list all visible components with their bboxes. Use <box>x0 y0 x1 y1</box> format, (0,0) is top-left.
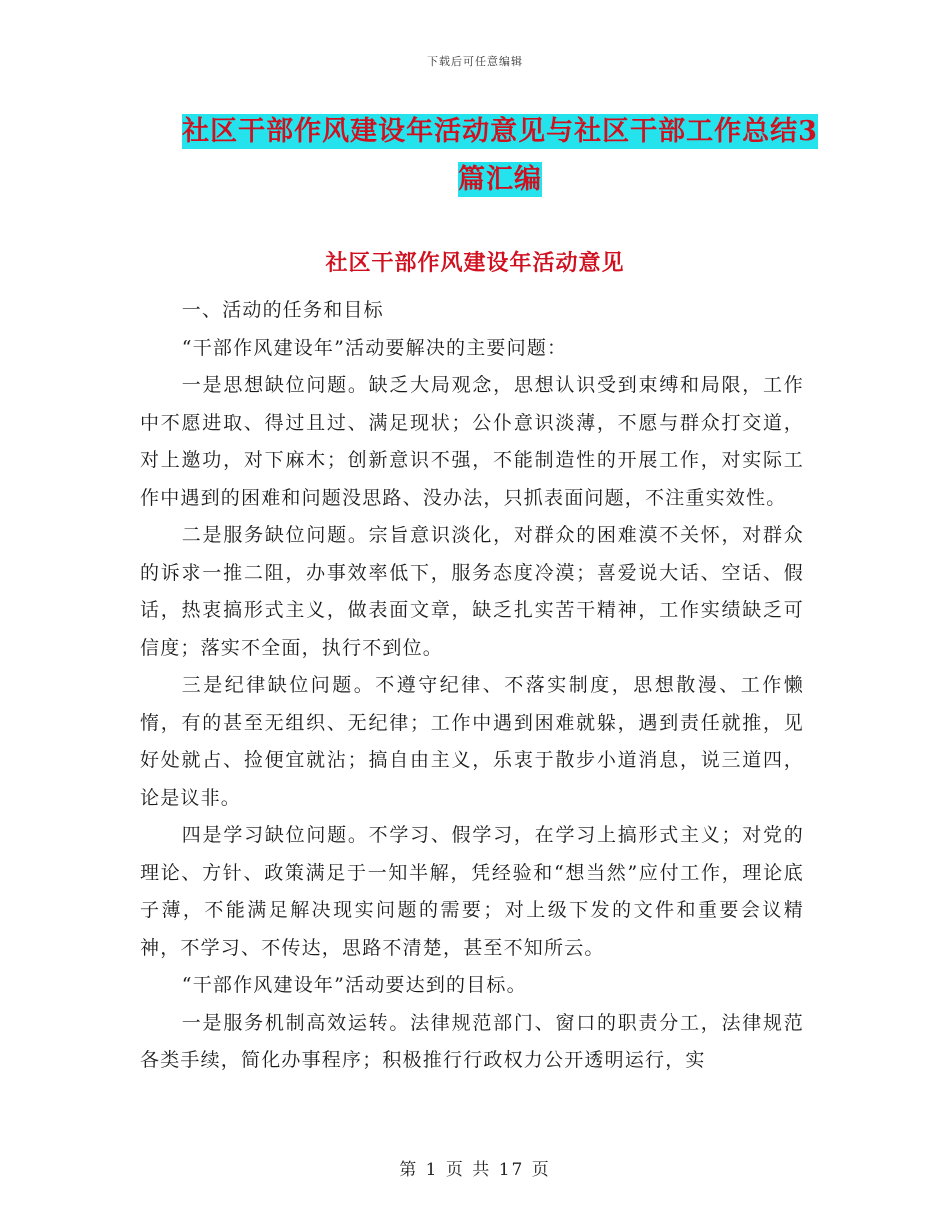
paragraph: 一是思想缺位问题。缺乏大局观念，思想认识受到束缚和局限，工作中不愿进取、得过且过、满足现状；公仆意识淡薄，不愿与群众打交道，对上邀功，对下麻木；创新意识不强，不能制造性的开展工作，对实际工作中遇到的困难和问题没思路、没办法，只抓表面问题，不注重实效性。 <box>140 374 804 509</box>
paragraph: 二是服务缺位问题。宗旨意识淡化，对群众的困难漠不关怀，对群众的诉求一推二阻，办事效率低下，服务态度冷漠；喜爱说大话、空话、假话，热衷搞形式主义，做表面文章，缺乏扎实苦干精神，工作实绩缺乏可信度；落实不全面，执行不到位。 <box>140 524 804 659</box>
document-body <box>140 292 804 1080</box>
paragraph: “干部作风建设年”活动要达到的目标。 <box>181 974 527 996</box>
section-title: 社区干部作风建设年活动意见 <box>325 250 625 276</box>
paragraph: 一是服务机制高效运转。法律规范部门、窗口的职责分工，法律规范各类手续，简化办事程序；积极推行行政权力公开透明运行，实 <box>140 1011 804 1071</box>
document-title <box>175 108 825 204</box>
header-note: 下载后可任意编辑 <box>427 55 523 68</box>
paragraph: 一、活动的任务和目标 <box>181 299 384 321</box>
paragraph: 四是学习缺位问题。不学习、假学习，在学习上搞形式主义；对党的理论、方针、政策满足于一知半解，凭经验和“想当然”应付工作，理论底子薄，不能满足解决现实问题的需要；对上级下发的文件和重要会议精神，不学习、不传达，思路不清楚，甚至不知所云。 <box>140 824 804 959</box>
paragraph: “干部作风建设年”活动要解决的主要问题： <box>181 336 568 359</box>
document-title-text: 社区干部作风建设年活动意见与社区干部工作总结3篇汇编 <box>182 116 818 195</box>
page-number: 第 1 页 共 17 页 <box>399 1160 551 1180</box>
paragraph: 三是纪律缺位问题。不遵守纪律、不落实制度，思想散漫、工作懒惰，有的甚至无组织、无纪律；工作中遇到困难就躲，遇到责任就推，见好处就占、捡便宜就沾；搞自由主义，乐衷于散步小道消息，说三道四，论是议非。 <box>140 674 804 809</box>
